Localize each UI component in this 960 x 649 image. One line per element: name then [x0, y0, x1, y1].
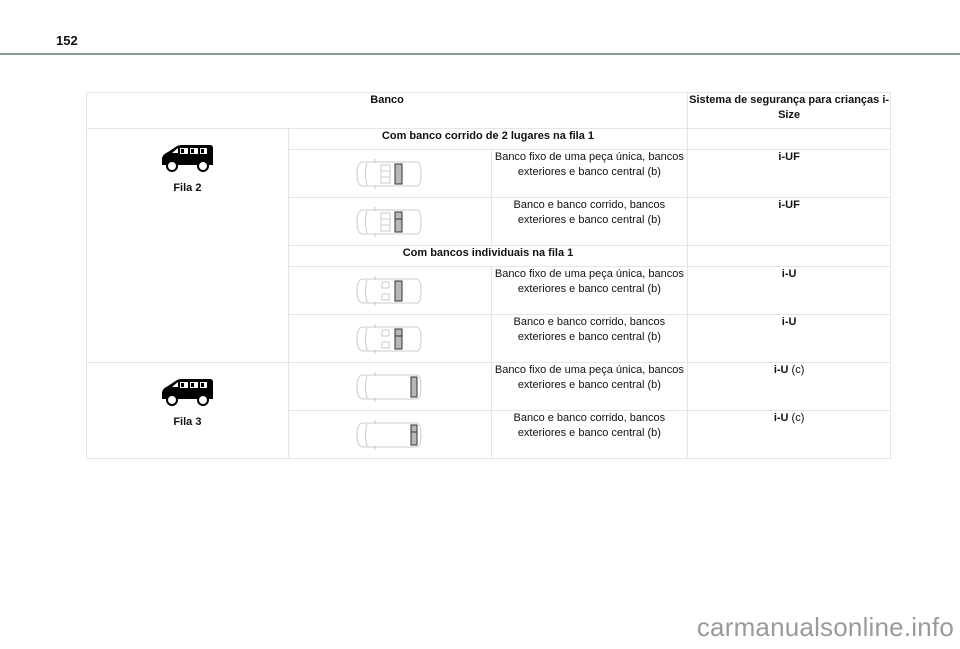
system-class: i-U [781, 316, 797, 328]
van-top-bench-row1-split-seat-icon [288, 198, 491, 246]
header-rule [0, 53, 960, 55]
seat-description: Banco fixo de uma peça única, bancos exteriores e banco central (b) [491, 363, 688, 411]
minivan-side-icon [159, 143, 215, 173]
system-note: (c) [791, 364, 805, 376]
van-top-individual-row1-fixed-seat-icon [288, 267, 491, 315]
table-row [87, 363, 891, 411]
seat-description: Banco e banco corrido, bancos exteriores e banco central (b) [491, 198, 688, 246]
page-number: 152 [56, 33, 78, 48]
van-top-row3-split-seat-icon [288, 411, 491, 459]
empty-system-cell [688, 246, 891, 267]
header-seat: Banco [87, 93, 688, 129]
system-value [688, 315, 891, 363]
system-class: i-UF [778, 199, 800, 211]
system-value [688, 198, 891, 246]
van-top-individual-row1-split-seat-icon [288, 315, 491, 363]
system-value [688, 363, 891, 411]
subheading-individual-row1: Com bancos individuais na fila 1 [288, 246, 687, 267]
row-label-fila-3: Fila 3 [173, 416, 202, 428]
row-label-cell-fila-3 [87, 363, 289, 459]
van-top-bench-row1-fixed-seat-icon [288, 150, 491, 198]
seat-description: Banco e banco corrido, bancos exteriores e banco central (b) [491, 411, 688, 459]
seat-description: Banco e banco corrido, bancos exteriores e banco central (b) [491, 315, 688, 363]
subheading-bench-row1: Com banco corrido de 2 lugares na fila 1 [288, 129, 687, 150]
subheading-row [87, 129, 891, 150]
system-class: i-U [781, 268, 797, 280]
system-note: (c) [791, 412, 805, 424]
system-value [688, 411, 891, 459]
watermark-link[interactable]: carmanualsonline.info [696, 612, 954, 642]
system-class: i-UF [778, 151, 800, 163]
header-system: Sistema de segurança para crianças i-Size [688, 93, 891, 129]
empty-system-cell [688, 129, 891, 150]
system-value [688, 267, 891, 315]
table-header-row [87, 93, 891, 129]
minivan-side-icon [159, 377, 215, 407]
system-class: i-U [773, 412, 789, 424]
seat-description: Banco fixo de uma peça única, bancos exteriores e banco central (b) [491, 150, 688, 198]
row-label-cell-fila-2 [87, 129, 289, 363]
system-value [688, 150, 891, 198]
row-label-fila-2: Fila 2 [173, 182, 202, 194]
system-class: i-U [773, 364, 789, 376]
van-top-row3-fixed-seat-icon [288, 363, 491, 411]
seat-description: Banco fixo de uma peça única, bancos exteriores e banco central (b) [491, 267, 688, 315]
child-seat-table [86, 92, 891, 459]
